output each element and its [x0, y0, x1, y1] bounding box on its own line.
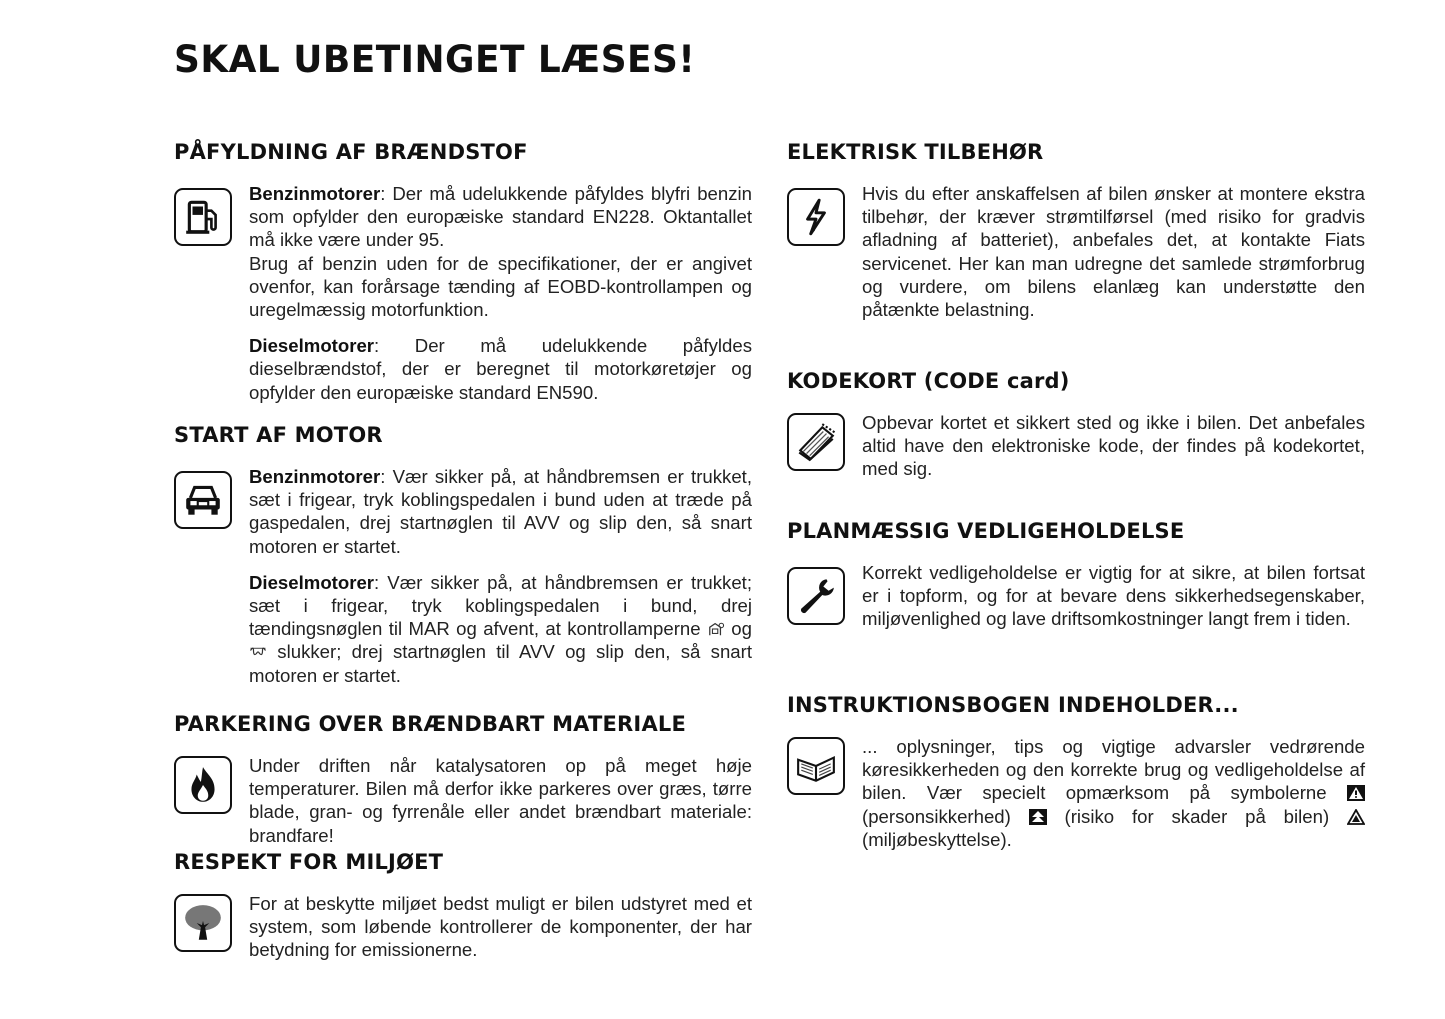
section-environment [174, 850, 754, 961]
section-heading: PÅFYLDNING AF BRÆNDSTOF [174, 140, 528, 164]
section-heading: START AF MOTOR [174, 423, 383, 447]
inline-text: (risiko for skader på bilen) [1064, 805, 1330, 827]
section-electrical [787, 140, 1367, 321]
code-card-icon [787, 413, 845, 471]
inline-text: (miljøbeskyttelse). [862, 828, 1012, 850]
lightning-icon [787, 188, 845, 246]
section-maintenance [787, 519, 1367, 630]
paragraph: Hvis du efter anskaffelsen af bilen ønsker at montere ekstra tilbehør, der kræver strømtilførsel (med risiko for gradvis afladning af batteriet), anbefales det, at kontakte Fiats servicenet. Her kan man udregne det samlede strømforbrug og vurdere, om bilens elanlæg kan understøtte den påtænkte belastning. [862, 183, 1365, 321]
section-code-card [787, 369, 1367, 480]
paragraph: For at beskytte miljøet bedst muligt er bilen udstyret med et system, som løbende kontrollerer de komponenter, der har betydning for emissionerne. [249, 893, 752, 961]
diesel-label: Dieselmotorer [249, 335, 375, 357]
wrench-icon [787, 567, 845, 625]
paragraph: Under driften når katalysatoren op på meget høje temperaturer. Bilen må derfor ikke parkeres over græs, tørre blade, gran- og fyrrenåle eller andet brændbart materiale: brandfare! [249, 755, 752, 846]
diesel-label: Dieselmotorer [249, 571, 375, 593]
petrol-label: Benzinmotorer [249, 183, 381, 204]
paragraph: Korrekt vedligeholdelse er vigtig for at sikre, at bilen fortsat er i topform, og for at bevare dens sikkerhedsegenskaber, miljøvenlighed og lave driftsomkostninger langt frem i tiden. [862, 562, 1365, 630]
paragraph: Brug af benzin uden for de specifikationer, der er angivet ovenfor, kan forårsage tænding af EOBD-kontrollampen og uregelmæssig motorfunktion. [249, 252, 752, 321]
section-fuel [174, 140, 754, 403]
section-start [174, 423, 754, 686]
fire-icon [174, 756, 232, 814]
paragraph: : Vær sikker på, at håndbremsen er trukket; sæt i frigear, tryk koblingspedalen i bund, drej tændingsnøglen til MAR og afvent, at kontrollamperne [249, 571, 752, 640]
page-title: SKAL UBETINGET LÆSES! [174, 38, 696, 81]
environment-protection-icon [1347, 809, 1365, 825]
paragraph: : Vær sikker på, at håndbremsen er trukket, sæt i frigear, tryk koblingspedalen i bund uden at træde på gaspedalen, drej startnøglen til AVV og slip den, så snart motoren er startet. [249, 466, 752, 557]
open-book-icon [787, 737, 845, 795]
section-heading: KODEKORT (CODE card) [787, 369, 1070, 393]
vehicle-damage-warning-icon [1029, 809, 1047, 825]
tree-icon [174, 894, 232, 952]
glow-plug-warning-icon [707, 621, 725, 637]
paragraph: : Der må udelukkende påfyldes blyfri benzin som opfylder den europæiske standard EN228. Oktantallet må ikke være under 95. [249, 183, 752, 251]
paragraph: Opbevar kortet et sikkert sted og ikke i bilen. Det anbefales altid have den elektroniske kode, der findes på kodekortet, med sig. [862, 412, 1365, 480]
inline-text: (personsikkerhed) [862, 805, 1011, 827]
section-manual [787, 693, 1367, 850]
inline-text: og [731, 618, 752, 640]
personal-safety-warning-icon [1347, 785, 1365, 801]
fuel-pump-icon [174, 188, 232, 246]
section-parking [174, 712, 754, 846]
paragraph: ... oplysninger, tips og vigtige advarsler vedrørende køresikkerheden og den korrekte brug og vedligeholdelse af bilen. Vær specielt opmærksom på symbolerne [862, 736, 1365, 804]
section-heading: PLANMÆSSIG VEDLIGEHOLDELSE [787, 519, 1185, 543]
section-heading: ELEKTRISK TILBEHØR [787, 140, 1044, 164]
section-heading: RESPEKT FOR MILJØET [174, 850, 444, 874]
car-front-icon [174, 471, 232, 529]
paragraph: : Der må udelukkende påfyldes dieselbrændstof, der er beregnet til motorkøretøjer og opfylder den europæiske standard EN590. [249, 335, 752, 403]
section-heading: INSTRUKTIONSBOGEN INDEHOLDER... [787, 693, 1239, 717]
section-heading: PARKERING OVER BRÆNDBART MATERIALE [174, 712, 687, 736]
preheat-coil-icon [249, 644, 267, 660]
paragraph: slukker; drej startnøglen til AVV og slip den, så snart motoren er startet. [249, 641, 752, 686]
petrol-label: Benzinmotorer [249, 466, 381, 487]
